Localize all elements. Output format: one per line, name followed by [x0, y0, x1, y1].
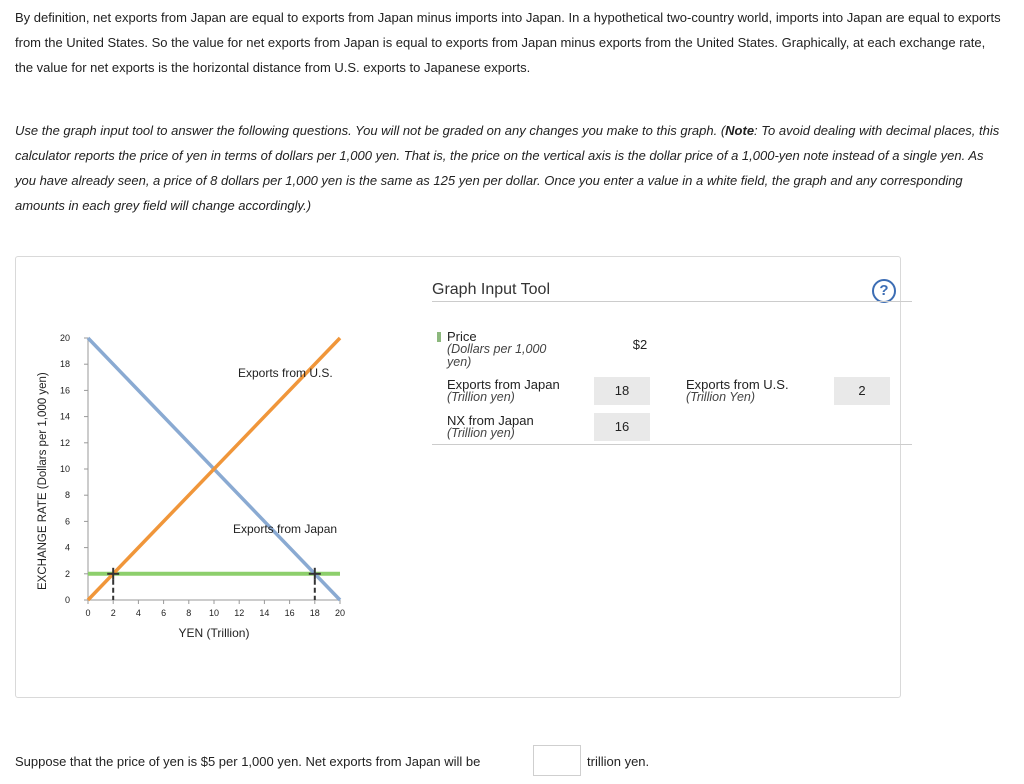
x-axis-ticks [85, 600, 345, 618]
exports-us-value: 2 [834, 377, 890, 405]
graph-input-tool-title: Graph Input Tool [432, 281, 551, 298]
nx-units: (Trillion yen) [447, 426, 515, 440]
x-tick-label: 12 [234, 608, 245, 618]
tool-title-divider [432, 301, 912, 302]
price-value-input[interactable]: $2 [612, 330, 668, 358]
nx-field-label [447, 414, 534, 440]
x-tick-label: 6 [161, 608, 167, 618]
nx-label: NX from Japan [447, 413, 534, 428]
exports-us-field-label [686, 378, 789, 404]
x-tick-label: 10 [208, 608, 220, 618]
x-tick-label: 2 [110, 608, 116, 618]
x-tick-label: 8 [186, 608, 192, 618]
y-tick-label: 8 [64, 490, 70, 501]
answer-units: trillion yen. [587, 754, 650, 769]
net-exports-answer-input[interactable] [533, 745, 581, 776]
exchange-rate-graph[interactable] [30, 320, 360, 650]
tool-bottom-divider [432, 444, 912, 445]
price-units: (Dollars per 1,000 yen) [447, 342, 547, 369]
intro-paragraph: By definition, net exports from Japan are equal to exports from Japan minus imports into Japan. In a hypothetical two-country world, imports into Japan are equal to exports from the United States. So the value for net exports from Japan is equal to exports from Japan minus exports from the United States. Graphically, at each exchange rate, the value for net exports is the horizontal distance from U.S. exports to Japanese exports. [15, 10, 1001, 75]
y-tick-label: 14 [59, 411, 70, 422]
exports-japan-value: 18 [594, 377, 650, 405]
y-axis-label: EXCHANGE RATE (Dollars per 1,000 yen) [37, 372, 49, 590]
note-label: Note [725, 123, 755, 138]
price-series-marker [437, 332, 441, 342]
question-text: Suppose that the price of yen is $5 per 1,000 yen. Net exports from Japan will be [15, 754, 481, 769]
y-tick-label: 12 [59, 437, 70, 448]
y-tick-label: 2 [64, 568, 70, 579]
price-field-label [447, 330, 567, 369]
x-tick-label: 0 [85, 608, 91, 618]
instructions-part2: : To avoid dealing with decimal places, this calculator reports the price of yen in terms of dollars per 1,000 yen. That is, the price on the vertical axis is the dollar price of a 1,000-yen note instead of a single yen. As you have already seen, a price of 8 dollars per 1,000 yen is the same as 125 yen per dollar. Once you enter a value in a white field, the graph and any corresponding amounts in each grey field will change accordingly.) [15, 123, 1000, 213]
x-tick-label: 20 [334, 608, 346, 618]
instructions-part1: Use the graph input tool to answer the following questions. You will not be graded on any changes you make to this graph. ( [15, 123, 726, 138]
nx-value: 16 [594, 413, 650, 441]
y-tick-label: 20 [59, 333, 70, 343]
price-label: Price [447, 329, 477, 344]
y-tick-label: 10 [59, 464, 70, 474]
x-tick-label: 14 [259, 608, 270, 618]
y-axis-ticks [60, 333, 88, 605]
exports-us-units: (Trillion Yen) [686, 390, 756, 404]
exports-japan-units: (Trillion yen) [447, 390, 515, 404]
y-tick-label: 6 [64, 516, 70, 527]
exports-us-label: Exports from U.S. [686, 377, 789, 392]
help-icon[interactable]: ? [872, 279, 896, 303]
exports-japan-field-label [447, 378, 560, 404]
japan-curve-label: Exports from Japan [233, 522, 338, 536]
x-tick-label: 4 [135, 608, 141, 618]
y-tick-label: 4 [64, 542, 70, 553]
y-tick-label: 0 [64, 595, 70, 605]
y-tick-label: 18 [59, 359, 70, 370]
instructions-paragraph [15, 118, 1005, 218]
exports-japan-label: Exports from Japan [447, 377, 560, 392]
x-axis-label: YEN (Trillion) [178, 626, 250, 640]
x-tick-label: 18 [309, 608, 320, 618]
us-curve-label: Exports from U.S. [238, 366, 333, 380]
y-tick-label: 16 [59, 385, 70, 396]
x-tick-label: 16 [284, 608, 295, 618]
